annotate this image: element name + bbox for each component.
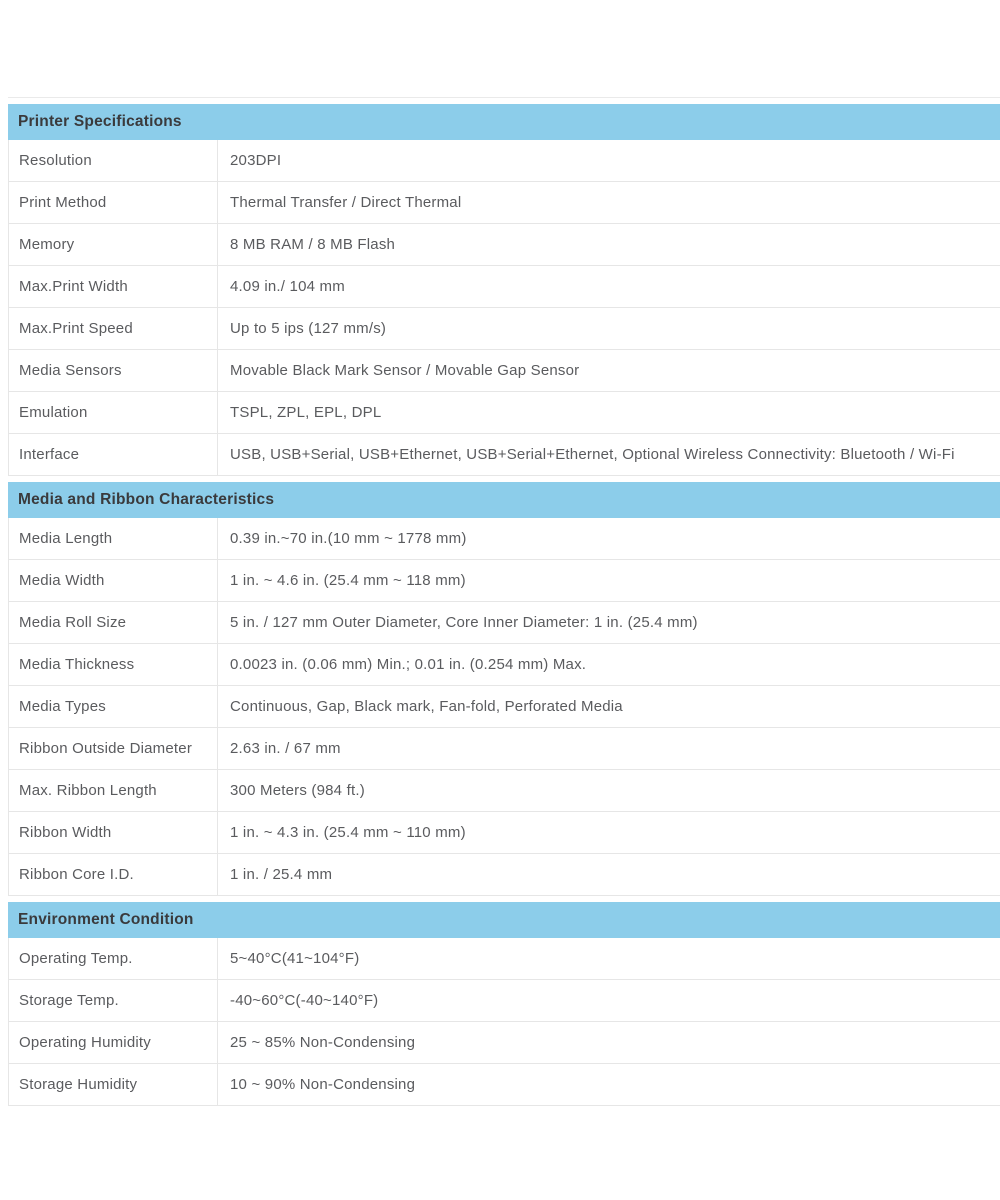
section-body	[8, 518, 1000, 896]
spec-row-value: Up to 5 ips (127 mm/s)	[230, 320, 387, 337]
spec-row-label: Operating Temp.	[9, 938, 218, 979]
spec-row	[9, 1022, 1000, 1064]
spec-row	[9, 434, 1000, 476]
spec-row-label: Media Sensors	[9, 350, 218, 391]
spec-row-value: 0.0023 in. (0.06 mm) Min.; 0.01 in. (0.254 mm) Max.	[230, 656, 587, 673]
spec-row-value: 5 in. / 127 mm Outer Diameter, Core Inner Diameter: 1 in. (25.4 mm)	[230, 614, 698, 631]
spec-row	[9, 350, 1000, 392]
spec-row-value: TSPL, ZPL, EPL, DPL	[230, 404, 382, 421]
spec-row-label: Ribbon Width	[9, 812, 218, 853]
spec-row	[9, 686, 1000, 728]
spec-row	[9, 938, 1000, 980]
spec-row-label: Print Method	[9, 182, 218, 223]
spec-row-label: Resolution	[9, 140, 218, 181]
spec-row-value: USB, USB+Serial, USB+Ethernet, USB+Serial+Ethernet, Optional Wireless Connectivity: Bluetooth / Wi-Fi	[230, 446, 955, 463]
section-header: Media and Ribbon Characteristics	[8, 482, 1000, 518]
spec-row	[9, 392, 1000, 434]
spec-row	[9, 602, 1000, 644]
spec-row	[9, 224, 1000, 266]
spec-row-label: Ribbon Core I.D.	[9, 854, 218, 895]
spec-row-value: 25 ~ 85% Non-Condensing	[230, 1034, 416, 1051]
spec-row-value: 10 ~ 90% Non-Condensing	[230, 1076, 416, 1093]
spec-row	[9, 980, 1000, 1022]
spec-row-label: Media Length	[9, 518, 218, 559]
spec-row-value: -40~60°C(-40~140°F)	[230, 992, 379, 1009]
section-body	[8, 938, 1000, 1106]
section-body	[8, 140, 1000, 476]
spec-row-label: Memory	[9, 224, 218, 265]
spec-row	[9, 728, 1000, 770]
spec-row-label: Storage Temp.	[9, 980, 218, 1021]
spec-row-label: Media Types	[9, 686, 218, 727]
spec-row-value: 203DPI	[230, 152, 282, 169]
spec-row-label: Storage Humidity	[9, 1064, 218, 1105]
spec-row	[9, 140, 1000, 182]
spec-row-value: 1 in. ~ 4.6 in. (25.4 mm ~ 118 mm)	[230, 572, 466, 589]
spec-row-label: Emulation	[9, 392, 218, 433]
spec-row	[9, 308, 1000, 350]
spec-row-label: Media Roll Size	[9, 602, 218, 643]
spec-row-value: 4.09 in./ 104 mm	[230, 278, 345, 295]
spec-row-label: Max.Print Speed	[9, 308, 218, 349]
spec-row	[9, 770, 1000, 812]
spec-row	[9, 854, 1000, 896]
spec-row	[9, 812, 1000, 854]
section-header: Printer Specifications	[8, 104, 1000, 140]
section-header: Environment Condition	[8, 902, 1000, 938]
spec-row-value: 300 Meters (984 ft.)	[230, 782, 365, 799]
spec-row	[9, 1064, 1000, 1106]
spec-row-label: Media Thickness	[9, 644, 218, 685]
spec-row	[9, 644, 1000, 686]
spec-row	[9, 182, 1000, 224]
spec-row-label: Max.Print Width	[9, 266, 218, 307]
spec-row-value: Thermal Transfer / Direct Thermal	[230, 194, 462, 211]
spec-row-value: Movable Black Mark Sensor / Movable Gap Sensor	[230, 362, 580, 379]
spec-row-value: 5~40°C(41~104°F)	[230, 950, 360, 967]
spec-row-value: 1 in. / 25.4 mm	[230, 866, 333, 883]
spec-row-label: Max. Ribbon Length	[9, 770, 218, 811]
spec-row-label: Interface	[9, 434, 218, 475]
spec-row-value: 0.39 in.~70 in.(10 mm ~ 1778 mm)	[230, 530, 467, 547]
spec-row	[9, 266, 1000, 308]
spec-row	[9, 560, 1000, 602]
spec-row	[9, 518, 1000, 560]
spec-row-value: Continuous, Gap, Black mark, Fan-fold, Perforated Media	[230, 698, 623, 715]
spec-row-label: Ribbon Outside Diameter	[9, 728, 218, 769]
spec-row-label: Operating Humidity	[9, 1022, 218, 1063]
spec-row-label: Media Width	[9, 560, 218, 601]
spec-row-value: 1 in. ~ 4.3 in. (25.4 mm ~ 110 mm)	[230, 824, 466, 841]
spec-row-value: 2.63 in. / 67 mm	[230, 740, 341, 757]
spec-row-value: 8 MB RAM / 8 MB Flash	[230, 236, 396, 253]
printer-spec-table	[8, 97, 1000, 1106]
